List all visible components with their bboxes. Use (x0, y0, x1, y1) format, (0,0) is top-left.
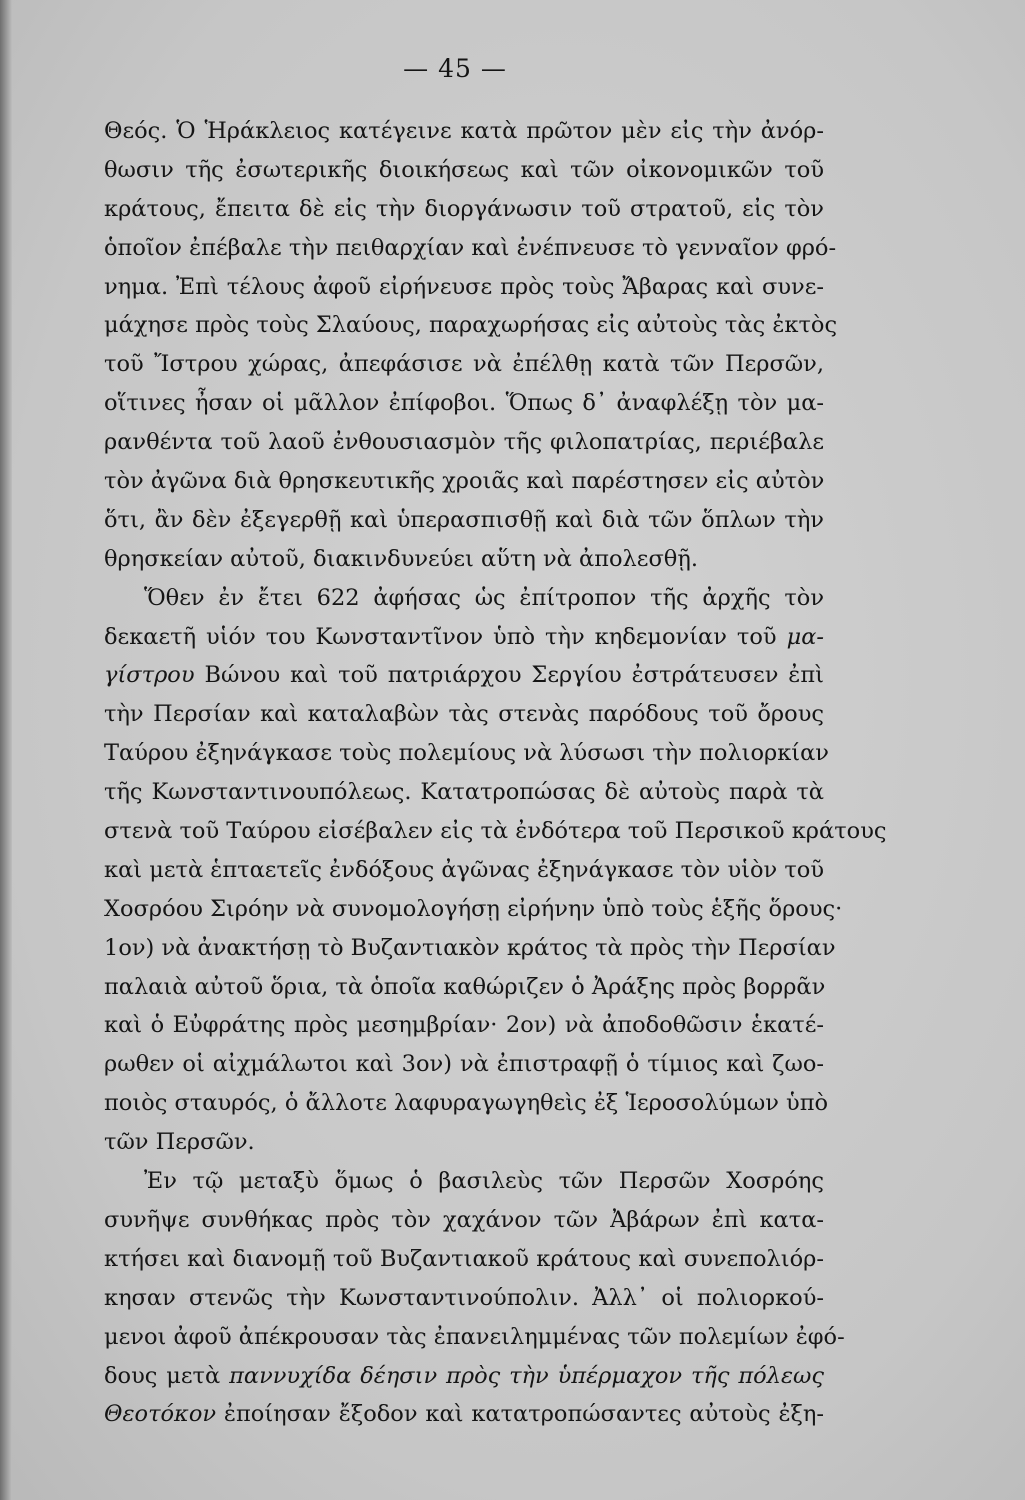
text-line: συνῆψε συνθήκας πρὸς τὸν χαχάνον τῶν Ἀβάρων ἐπὶ κατα- (104, 1206, 824, 1233)
text-line: τῆς Κωνσταντινουπόλεως. Κατατροπώσας δὲ αὐτοὺς παρὰ τὰ (104, 779, 824, 806)
text-line: Ἐν τῷ μεταξὺ ὅμως ὁ βασιλεὺς τῶν Περσῶν Χοσρόης (144, 1168, 824, 1195)
text-segment: δεκαετῆ υἱόν του Κωνσταντῖνον ὑπὸ τὴν κηδεμονίαν τοῦ (104, 623, 787, 650)
italic-text-segment: παννυχίδα δέησιν πρὸς τὴν ὑπέρμαχον τῆς πόλεως (229, 1362, 824, 1389)
text-line: τῶν Περσῶν. (104, 1129, 255, 1156)
text-segment: δους μετὰ (104, 1362, 230, 1389)
italic-text-segment: Θεοτόκον (104, 1401, 217, 1428)
text-line: Ταύρου ἐξηνάγκασε τοὺς πολεμίους νὰ λύσωσι τὴν πολιορκίαν (104, 740, 829, 767)
text-line: ρανθέντα τοῦ λαοῦ ἐνθουσιασμὸν τῆς φιλοπατρίας, περιέβαλε (104, 429, 824, 456)
text-line: κησαν στενῶς τὴν Κωνσταντινούπολιν. Ἀλλ᾿ οἱ πολιορκού- (104, 1284, 824, 1311)
text-line: ποιὸς σταυρός, ὁ ἄλλοτε λαφυραγωγηθεὶς ἐξ Ἱεροσολύμων ὑπὸ (104, 1090, 829, 1117)
page-binding-shadow (0, 0, 12, 1500)
text-line: τὴν Περσίαν καὶ καταλαβὼν τὰς στενὰς παρόδους τοῦ ὄρους (104, 701, 824, 728)
text-line: καὶ μετὰ ἑπταετεῖς ἐνδόξους ἀγῶνας ἐξηνάγκασε τὸν υἱὸν τοῦ (104, 856, 825, 883)
text-line: ὁποῖον ἐπέβαλε τὴν πειθαρχίαν καὶ ἐνέπνευσε τὸ γενναῖον φρό- (104, 234, 837, 261)
text-line: ρωθεν οἱ αἰχμάλωτοι καὶ 3ον) νὰ ἐπιστραφῇ ὁ τίμιος καὶ ζωο- (104, 1051, 824, 1078)
text-line: 1ον) νὰ ἀνακτήσῃ τὸ Βυζαντιακὸν κράτος τὰ πρὸς τὴν Περσίαν (104, 934, 836, 961)
text-line (104, 1357, 824, 1396)
text-line: Χοσρόου Σιρόην νὰ συνομολογήσῃ εἰρήνην ὑπὸ τοὺς ἑξῆς ὅρους· (104, 895, 843, 922)
text-line: ὅτι, ἂν δὲν ἐξεγερθῇ καὶ ὑπερασπισθῇ καὶ διὰ τῶν ὅπλων τὴν (104, 506, 824, 533)
text-line: θωσιν τῆς ἐσωτερικῆς διοικήσεως καὶ τῶν οἰκονομικῶν τοῦ (104, 156, 824, 183)
text-line: Θεός. Ὁ Ἡράκλειος κατέγεινε κατὰ πρῶτον μὲν εἰς τὴν ἀνόρ- (104, 118, 824, 144)
text-line: μενοι ἀφοῦ ἀπέκρουσαν τὰς ἐπανειλημμένας τῶν πολεμίων ἐφό- (104, 1323, 845, 1350)
text-line: θρησκείαν αὐτοῦ, διακινδυνεύει αὕτη νὰ ἀπολεσθῇ. (104, 545, 698, 572)
page-number: — 45 — (403, 54, 507, 83)
text-segment: ἐποίησαν ἔξοδον καὶ κατατροπώσαντες αὐτοὺς ἐξη- (216, 1401, 824, 1428)
text-line: νημα. Ἐπὶ τέλους ἀφοῦ εἰρήνευσε πρὸς τοὺς Ἄβαρας καὶ συνε- (104, 273, 824, 300)
text-line: οἵτινες ἦσαν οἱ μᾶλλον ἐπίφοβοι. Ὅπως δ᾿ ἀναφλέξῃ τὸν μα- (104, 390, 824, 417)
text-line (104, 656, 824, 695)
text-line: μάχησε πρὸς τοὺς Σλαύους, παραχωρήσας εἰς αὐτοὺς τὰς ἐκτὸς (104, 312, 838, 339)
text-line (104, 618, 824, 657)
body-text (104, 112, 887, 1434)
text-line: κράτους, ἔπειτα δὲ εἰς τὴν διοργάνωσιν τοῦ στρατοῦ, εἰς τὸν (104, 195, 824, 222)
text-segment: Βώνου καὶ τοῦ πατριάρχου Σεργίου ἐστράτευσεν ἐπὶ (194, 662, 824, 689)
text-line (104, 1395, 824, 1434)
text-line: καὶ ὁ Εὐφράτης πρὸς μεσημβρίαν· 2ον) νὰ ἀποδοθῶσιν ἑκατέ- (104, 1012, 824, 1039)
italic-text-segment: μα- (786, 623, 824, 650)
text-line: παλαιὰ αὐτοῦ ὅρια, τὰ ὁποῖα καθώριζεν ὁ Ἀράξης πρὸς βορρᾶν (104, 973, 826, 1000)
text-line: τὸν ἀγῶνα διὰ θρησκευτικῆς χροιᾶς καὶ παρέστησεν εἰς αὐτὸν (104, 468, 825, 495)
text-line: τοῦ Ἴστρου χώρας, ἀπεφάσισε νὰ ἐπέλθῃ κατὰ τῶν Περσῶν, (104, 351, 824, 378)
text-line: Ὅθεν ἐν ἔτει 622 ἀφήσας ὡς ἐπίτροπον τῆς ἀρχῆς τὸν (144, 584, 824, 611)
italic-text-segment: γίστρου (104, 662, 195, 689)
text-line: κτήσει καὶ διανομῇ τοῦ Βυζαντιακοῦ κράτους καὶ συνεπολιόρ- (104, 1245, 824, 1272)
text-line: στενὰ τοῦ Ταύρου εἰσέβαλεν εἰς τὰ ἐνδότερα τοῦ Περσικοῦ κράτους (104, 818, 887, 845)
